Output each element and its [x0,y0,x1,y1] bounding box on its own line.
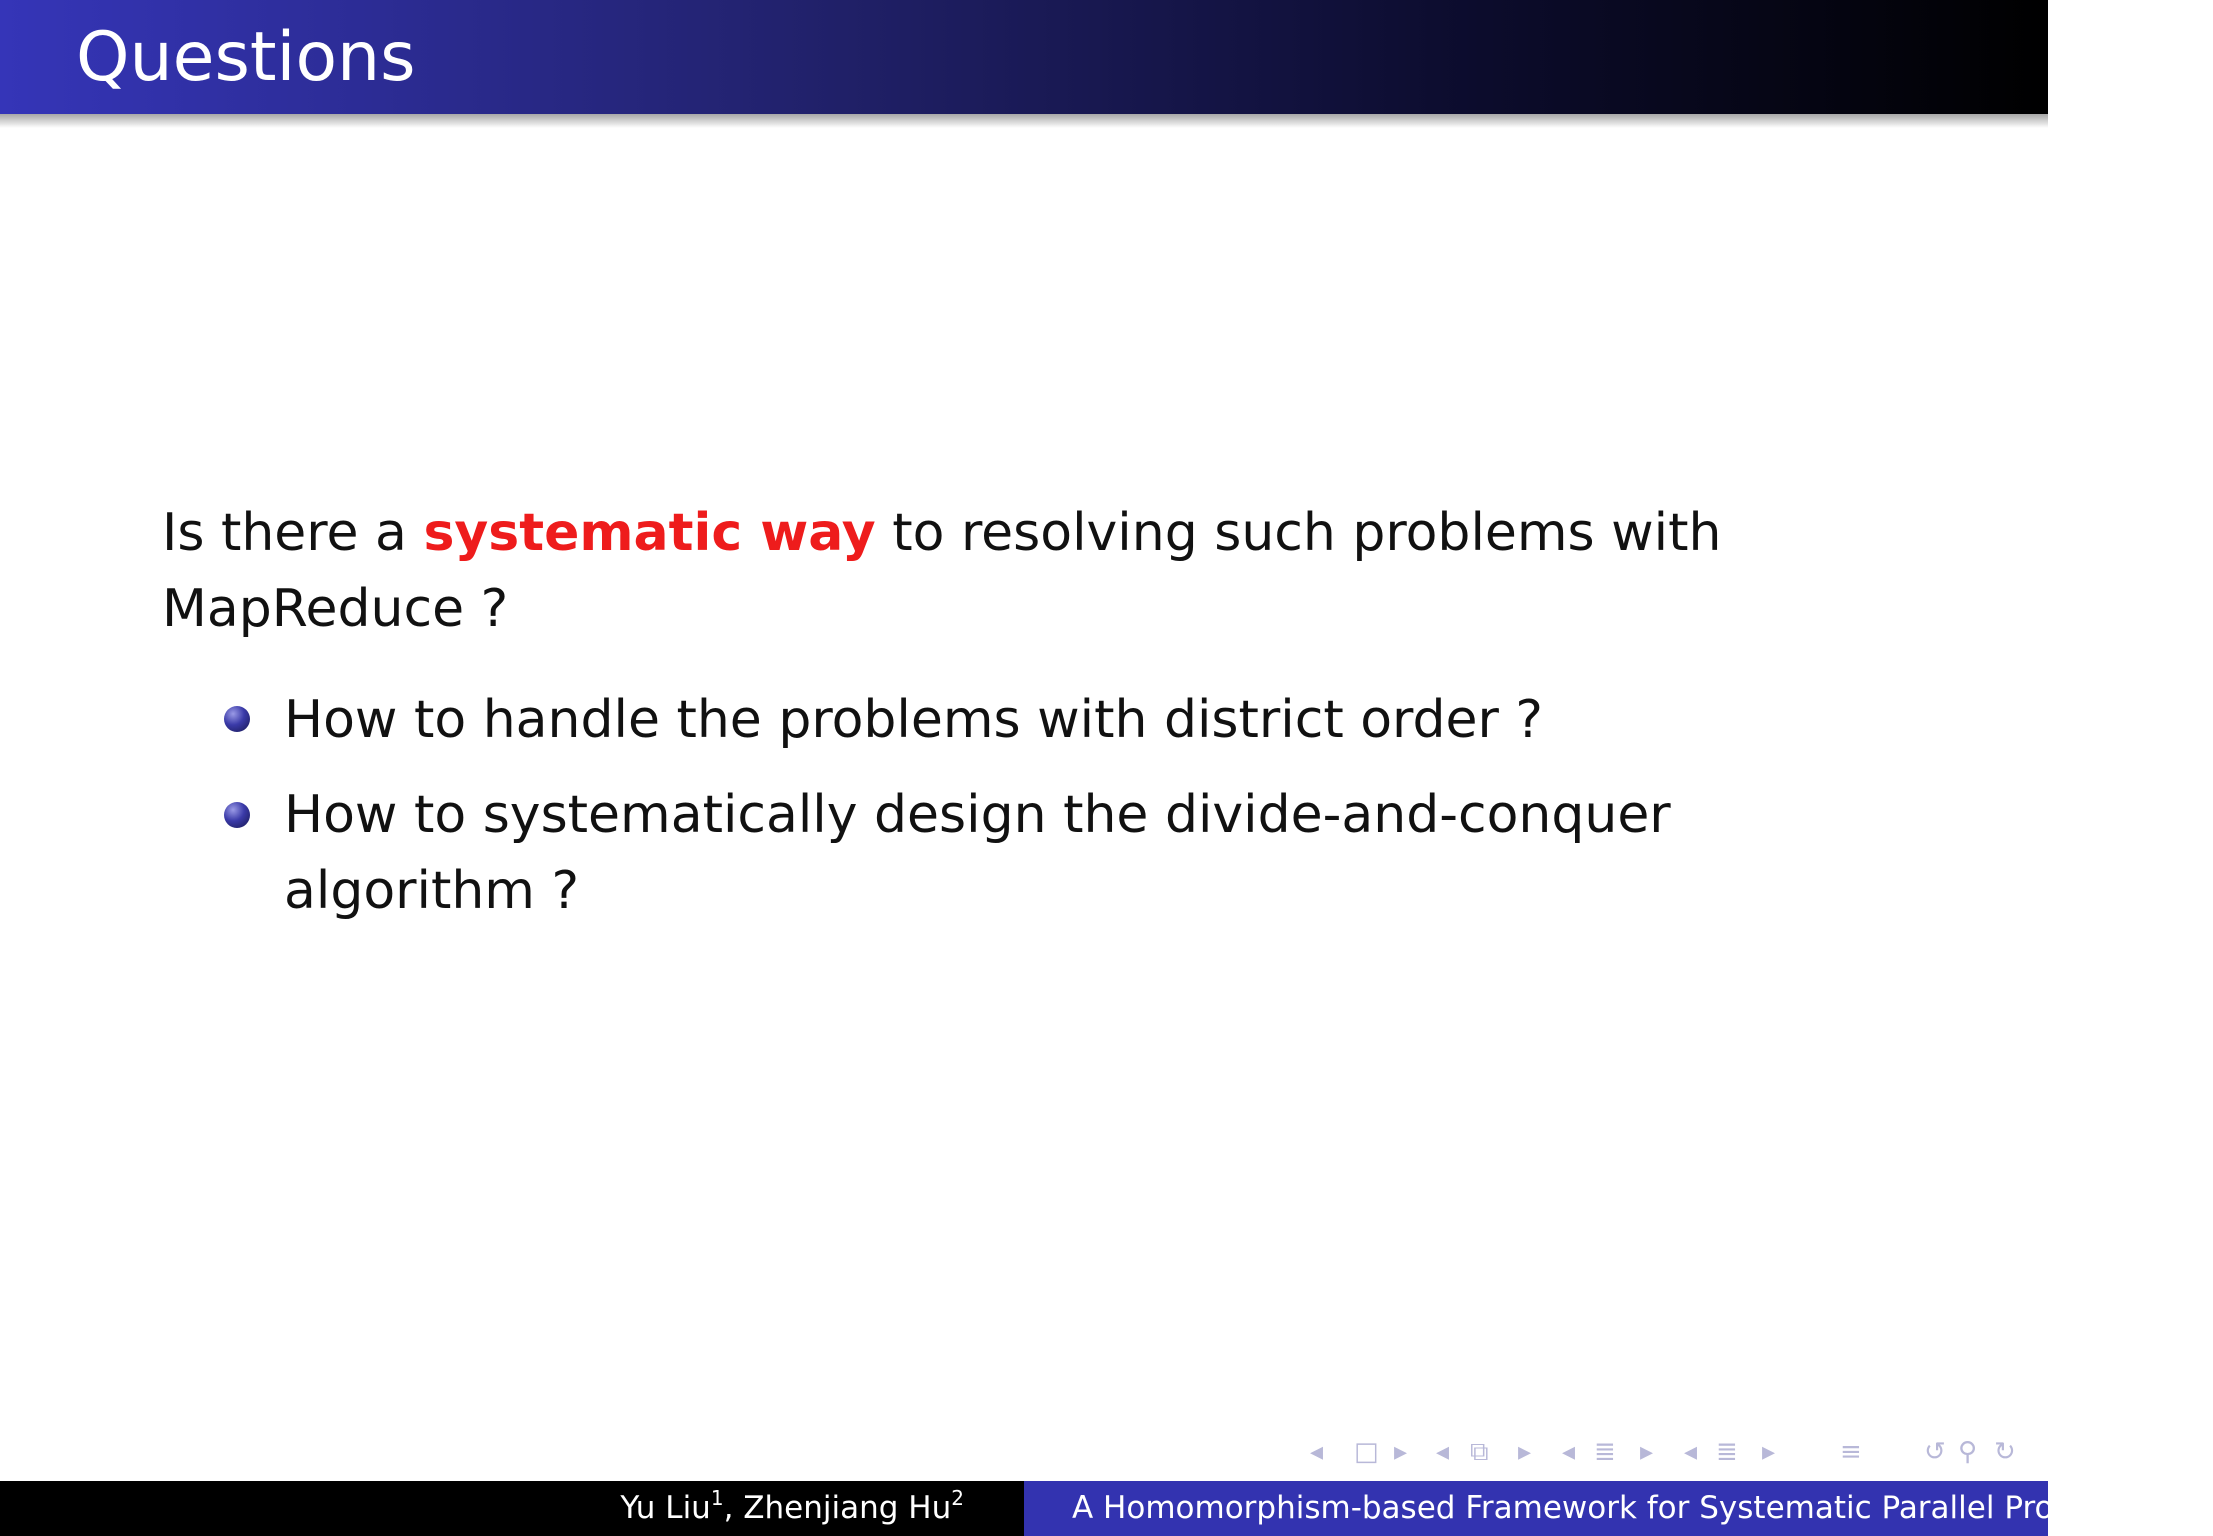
bullet-item: How to handle the problems with district order ? [284,690,1544,750]
undo-icon[interactable]: ↺ [1924,1437,1946,1467]
section-icon[interactable]: ≣ [1716,1437,1738,1467]
bullet-item: How to systematically design the divide-and-conquer algorithm ? [284,785,1671,921]
author-affiliation: 2 [951,1486,964,1510]
frame-icon[interactable]: □ [1354,1437,1379,1467]
nav-right-arrow-icon[interactable]: ▸ [1394,1437,1408,1467]
header-shadow [0,114,2048,128]
footer-authors [620,1481,964,1536]
question-text [162,495,1762,647]
nav-right-arrow-icon[interactable]: ▸ [1762,1437,1776,1467]
question-text-before: Is there a [162,503,424,563]
author-separator: , [723,1490,744,1526]
slide-title: Questions [76,18,416,97]
redo-icon[interactable]: ↻ [1994,1437,2016,1467]
slide-header [0,0,2048,114]
frames-stack-icon[interactable]: ⧉ [1470,1437,1489,1467]
nav-right-arrow-icon[interactable]: ▸ [1640,1437,1654,1467]
nav-left-arrow-icon[interactable]: ◂ [1436,1437,1450,1467]
outline-icon[interactable]: ≡ [1840,1437,1862,1467]
bullet-icon [224,802,250,828]
bullet-icon [224,706,250,732]
question-text-after: to resolving such problems with MapReduce ? [162,503,1722,639]
question-highlight: systematic way [423,503,876,563]
beamer-navigation [1310,1434,2034,1470]
author-affiliation: 1 [710,1486,724,1510]
nav-left-arrow-icon[interactable]: ◂ [1684,1437,1698,1467]
nav-right-arrow-icon[interactable]: ▸ [1518,1437,1532,1467]
footer-presentation-title: A Homomorphism-based Framework for Systematic Parallel Programming [1072,1490,2213,1526]
author-name: Zhenjiang Hu [743,1490,952,1526]
author-name: Yu Liu [620,1490,711,1526]
nav-left-arrow-icon[interactable]: ◂ [1562,1437,1576,1467]
footer-title-panel [1024,1481,2213,1536]
slide-footer [0,1481,2213,1536]
subsection-icon[interactable]: ≣ [1594,1437,1616,1467]
search-icon[interactable]: ⚲ [1958,1437,1978,1467]
nav-left-arrow-icon[interactable]: ◂ [1310,1437,1324,1467]
footer-author-panel [0,1481,1024,1536]
